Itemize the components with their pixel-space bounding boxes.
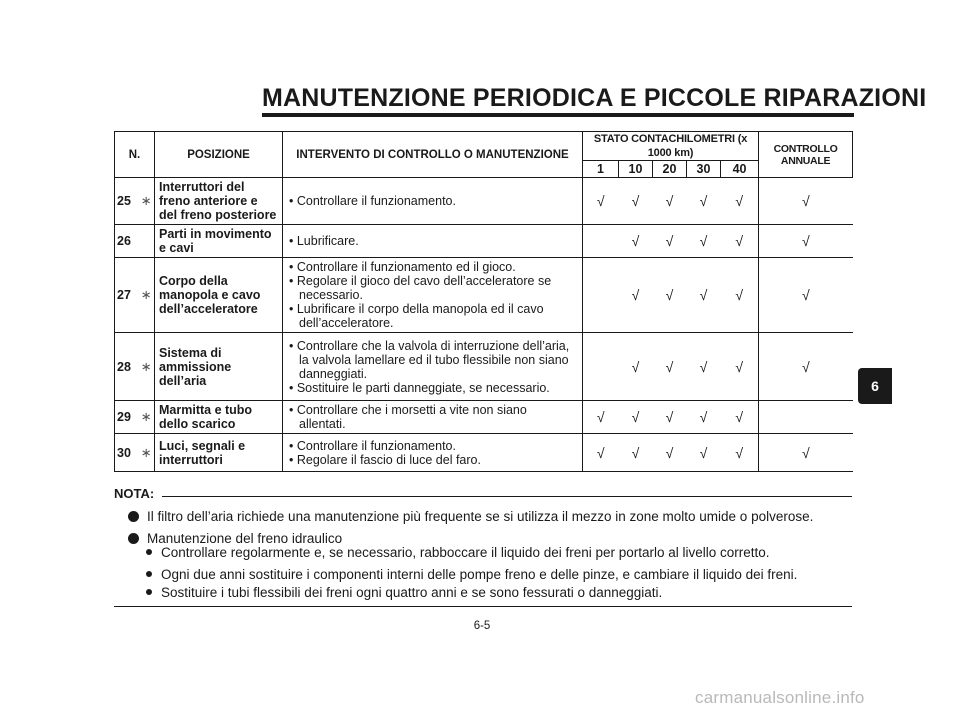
- bullet-icon: [128, 511, 139, 522]
- maintenance-table: [114, 131, 853, 472]
- row-actions: [283, 225, 583, 258]
- row-number: 25: [115, 178, 139, 225]
- check-mark-icon: √: [687, 434, 721, 472]
- annual-check-icon: √: [759, 225, 853, 258]
- check-mark-icon: √: [721, 401, 759, 434]
- chapter-tab: 6: [858, 368, 892, 404]
- check-mark-icon: √: [721, 225, 759, 258]
- header-annual: [759, 132, 853, 178]
- row-number: 30: [115, 434, 139, 472]
- note-sub-item: [146, 567, 797, 583]
- check-mark-icon: √: [653, 401, 687, 434]
- row-position: Sistema di ammissione dell’aria: [155, 333, 283, 401]
- header-odometer: STATO CONTACHILOMETRI (x 1000 km): [583, 132, 759, 161]
- check-mark-icon: √: [653, 178, 687, 225]
- nota-label: NOTA:: [114, 486, 155, 501]
- check-mark-icon: [583, 258, 619, 333]
- check-mark-icon: √: [687, 401, 721, 434]
- check-mark-icon: [583, 225, 619, 258]
- title-rule: [262, 113, 854, 117]
- check-mark-icon: √: [653, 434, 687, 472]
- row-actions: [283, 178, 583, 225]
- note-text: Manutenzione del freno idraulico: [147, 531, 343, 546]
- table-row: [115, 258, 853, 333]
- row-number: 29: [115, 401, 139, 434]
- check-mark-icon: √: [721, 258, 759, 333]
- header-annual-line1: CONTROLLO: [773, 142, 838, 155]
- action-line: • Controllare che la valvola di interruzione dell’aria, la valvola lamellare ed il tubo flessibile non siano danneggiati.: [289, 338, 570, 381]
- table-row: [115, 178, 853, 225]
- dot-icon: [146, 549, 152, 555]
- table-row: [115, 333, 853, 401]
- note-sub-item: [146, 585, 662, 601]
- action-line: • Lubrificare.: [289, 234, 359, 248]
- header-annual-line2: ANNUALE: [780, 154, 831, 167]
- star-icon: [139, 225, 155, 258]
- row-actions: [283, 258, 583, 333]
- note-text: Il filtro dell’aria richiede una manutenzione più frequente se si utilizza il mezzo in zone molto umide o polverose.: [147, 509, 814, 524]
- action-line: • Lubrificare il corpo della manopola ed il cavo dell’acceleratore.: [289, 302, 544, 330]
- check-mark-icon: √: [687, 258, 721, 333]
- check-mark-icon: √: [583, 401, 619, 434]
- header-km: 1: [583, 161, 619, 178]
- check-mark-icon: √: [583, 434, 619, 472]
- check-mark-icon: √: [619, 225, 653, 258]
- watermark: carmanualsonline.info: [695, 688, 865, 707]
- row-actions: [283, 333, 583, 401]
- star-icon: ∗: [139, 333, 155, 401]
- header-position: POSIZIONE: [155, 132, 283, 178]
- row-position: Interruttori del freno anteriore e del freno posteriore: [155, 178, 283, 225]
- header-km: 20: [653, 161, 687, 178]
- star-icon: ∗: [139, 178, 155, 225]
- check-mark-icon: √: [721, 333, 759, 401]
- header-km: 30: [687, 161, 721, 178]
- check-mark-icon: √: [687, 225, 721, 258]
- row-position: Luci, segnali e interruttori: [155, 434, 283, 472]
- row-position: Parti in movimento e cavi: [155, 225, 283, 258]
- action-line: • Controllare il funzionamento.: [289, 438, 456, 453]
- note-item: [128, 509, 813, 525]
- bullet-icon: [128, 533, 139, 544]
- row-position: Marmitta e tubo dello scarico: [155, 401, 283, 434]
- annual-check-icon: √: [759, 178, 853, 225]
- check-mark-icon: √: [619, 258, 653, 333]
- action-line: • Regolare il gioco del cavo dell’acceleratore se necessario.: [289, 274, 552, 302]
- star-icon: ∗: [139, 434, 155, 472]
- check-mark-icon: √: [619, 434, 653, 472]
- check-mark-icon: √: [687, 333, 721, 401]
- table-row: [115, 401, 853, 434]
- page-title: MANUTENZIONE PERIODICA E PICCOLE RIPARAZIONI: [262, 84, 927, 112]
- row-number: 27: [115, 258, 139, 333]
- check-mark-icon: √: [653, 258, 687, 333]
- check-mark-icon: √: [653, 225, 687, 258]
- row-actions: [283, 401, 583, 434]
- check-mark-icon: √: [619, 333, 653, 401]
- row-position: Corpo della manopola e cavo dell’acceleratore: [155, 258, 283, 333]
- check-mark-icon: √: [653, 333, 687, 401]
- header-number: N.: [115, 132, 155, 178]
- dot-icon: [146, 589, 152, 595]
- dot-icon: [146, 571, 152, 577]
- check-mark-icon: √: [721, 434, 759, 472]
- header-km: 40: [721, 161, 759, 178]
- notes-bottom-rule: [114, 606, 852, 607]
- annual-check-icon: √: [759, 333, 853, 401]
- note-sub-item: [146, 545, 770, 561]
- row-number: 28: [115, 333, 139, 401]
- check-mark-icon: √: [619, 178, 653, 225]
- action-line: • Sostituire le parti danneggiate, se necessario.: [289, 380, 550, 395]
- header-km: 10: [619, 161, 653, 178]
- row-actions: [283, 434, 583, 472]
- row-number: 26: [115, 225, 139, 258]
- header-action: INTERVENTO DI CONTROLLO O MANUTENZIONE: [283, 132, 583, 178]
- table-row: [115, 225, 853, 258]
- table-body: [115, 178, 853, 472]
- check-mark-icon: √: [583, 178, 619, 225]
- page-number: 6-5: [473, 620, 491, 632]
- action-line: • Controllare che i morsetti a vite non siano allentati.: [289, 403, 527, 431]
- annual-check-icon: √: [759, 258, 853, 333]
- action-line: • Controllare il funzionamento.: [289, 194, 456, 208]
- note-sub-text: Ogni due anni sostituire i componenti interni delle pompe freno e delle pinze, e cambiare il liquido dei freni.: [161, 567, 798, 582]
- check-mark-icon: √: [619, 401, 653, 434]
- note-sub-text: Controllare regolarmente e, se necessario, rabboccare il liquido dei freni per portarlo al livello corretto.: [161, 545, 770, 560]
- check-mark-icon: [583, 333, 619, 401]
- action-line: • Controllare il funzionamento ed il gioco.: [289, 260, 516, 274]
- annual-check-icon: [759, 401, 853, 434]
- check-mark-icon: √: [687, 178, 721, 225]
- note-sub-text: Sostituire i tubi flessibili dei freni ogni quattro anni e se sono fessurati o danneggiati.: [161, 585, 663, 600]
- star-icon: ∗: [139, 258, 155, 333]
- annual-check-icon: √: [759, 434, 853, 472]
- star-icon: ∗: [139, 401, 155, 434]
- check-mark-icon: √: [721, 178, 759, 225]
- action-line: • Regolare il fascio di luce del faro.: [289, 452, 481, 467]
- nota-divider: [162, 496, 852, 497]
- table-row: [115, 434, 853, 472]
